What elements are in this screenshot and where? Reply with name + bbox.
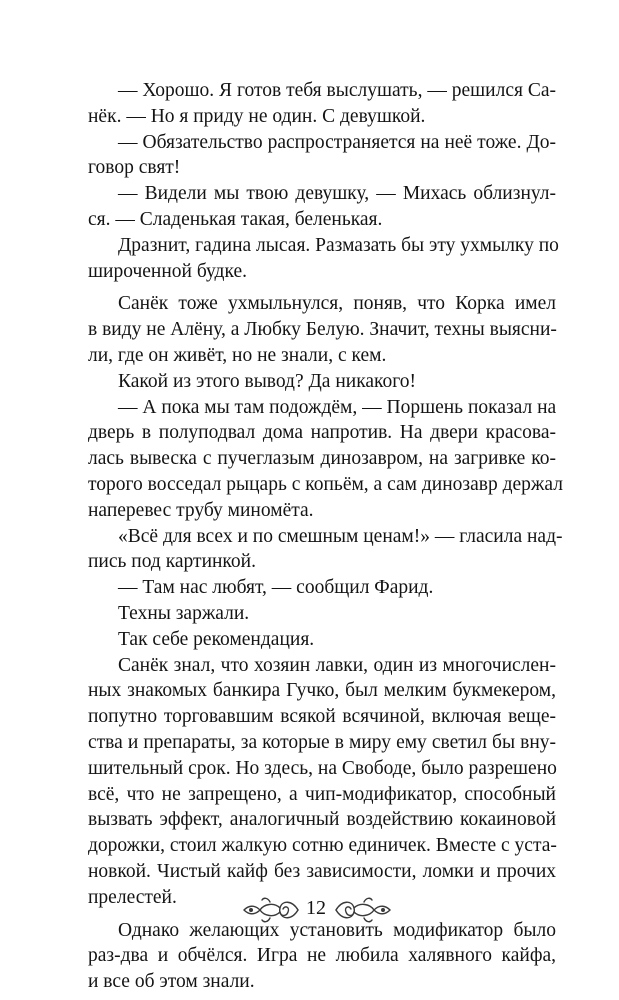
text-line: вызвать эффект, аналогичный воздействию кокаиновой (88, 809, 556, 831)
text-line: ства и препараты, за которые в миру ему светил бы вну- (88, 731, 556, 753)
text-line: шительный срок. Но здесь, на Свободе, было разрешено (88, 757, 557, 779)
text-line: — А пока мы там подождём, — Поршень показал на (118, 396, 557, 418)
text-line: говор свят! (88, 157, 181, 179)
text-line: наперевес трубу миномёта. (88, 499, 314, 521)
text-line: торого восседал рыцарь с копьём, а сам динозавр держал (88, 473, 563, 495)
text-line: Санёк тоже ухмыльнулся, поняв, что Корка имел (118, 293, 556, 315)
text-line: ли, где он живёт, но не знали, с кем. (88, 344, 387, 366)
text-line: — Обязательство распространяется на неё тоже. До- (118, 131, 556, 153)
text-line: дорожки, стоил жалкую сотню единичек. Вместе с уста- (88, 835, 557, 857)
text-line: Техны заржали. (118, 602, 250, 624)
page-number: 12 (306, 897, 326, 919)
text-line: прелестей. (88, 886, 177, 908)
text-line: Дразнит, гадина лысая. Размазать бы эту ухмылку по (118, 234, 559, 256)
text-line: всё, что не запрещено, а чип-модификатор, способный (88, 783, 556, 805)
text-line: в виду не Алёну, а Любку Белую. Значит, техны выясни- (88, 319, 557, 341)
text-line: пись под картинкой. (88, 551, 256, 573)
ornament-right-icon (334, 892, 394, 928)
text-line: новкой. Чистый кайф без зависимости, ломки и прочих (88, 860, 556, 882)
text-line: лась вывеска с пучеглазым динозавром, на загривке ко- (88, 448, 556, 470)
text-line: ся. — Сладенькая такая, беленькая. (88, 208, 383, 230)
text-line: — Хорошо. Я готов тебя выслушать, — решился Са- (118, 80, 556, 101)
page-footer (0, 892, 619, 932)
text-line: широченной будке. (88, 260, 247, 282)
text-line: и все об этом знали. (88, 971, 255, 993)
text-line: Однако желающих установить модификатор было (118, 919, 556, 941)
ornament-left-icon (240, 892, 300, 928)
text-line: нёк. — Но я приду не один. С девушкой. (88, 105, 426, 127)
body-text (88, 78, 563, 995)
text-line: раз-два и обчёлся. Игра не любила халявного кайфа, (88, 945, 556, 967)
text-line: Какой из этого вывод? Да никакого! (118, 370, 417, 392)
text-line: — Там нас любят, — сообщил Фарид. (118, 577, 434, 599)
text-line: Так себе рекомендация. (118, 628, 315, 650)
text-line: Санёк знал, что хозяин лавки, один из многочислен- (118, 654, 556, 676)
text-line: ных знакомых банкира Гучко, был мелким букмекером, (88, 680, 556, 702)
text-line: — Видели мы твою девушку, — Михась облизнул- (118, 183, 556, 205)
text-line: попутно торговавшим всякой всячиной, включая веще- (88, 706, 556, 728)
text-line: дверь в полуподвал дома напротив. На двери красова- (88, 422, 556, 444)
text-line: «Всё для всех и по смешным ценам!» — гласила над- (118, 525, 563, 547)
